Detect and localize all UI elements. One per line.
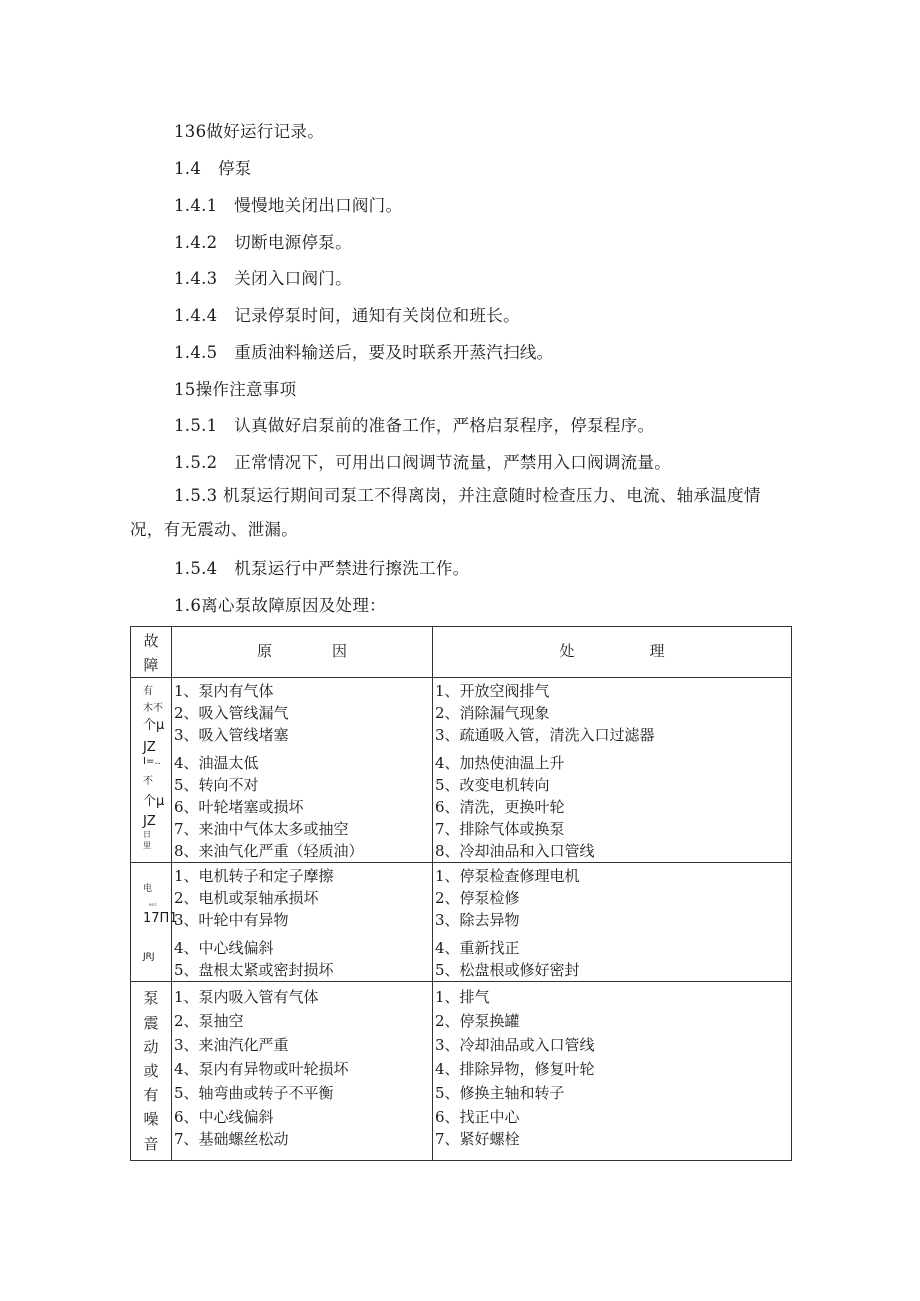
garbled-label-text: JZ: [143, 814, 156, 830]
cause-item: 4、油温太低: [174, 754, 259, 773]
fix-item: 1、开放空阀排气: [435, 682, 550, 701]
garbled-label-text: 里: [143, 841, 151, 851]
para-1-4-1: 1.4.1 慢慢地关闭出口阀门。: [174, 196, 403, 215]
fault-label-cell: [131, 863, 178, 982]
cause-cell: [172, 863, 433, 982]
garbled-label-text: ᵃᶜᶜ: [149, 902, 157, 911]
heading-1-6: 1.6离心泵故障原因及处理：: [174, 596, 386, 615]
garbled-label-text: 电: [143, 884, 153, 895]
cause-item: 1、泵内吸入管有气体: [174, 988, 319, 1007]
garbled-label-text: 有: [143, 686, 153, 698]
table-row: [131, 678, 792, 863]
garbled-label-text: 个μ: [143, 794, 165, 810]
header-cause-cell: 原 因: [172, 627, 433, 678]
garbled-label-text: I=..: [143, 756, 161, 768]
cause-item: 5、轴弯曲或转子不平衡: [174, 1084, 334, 1103]
fault-label-char: 或: [143, 1062, 159, 1081]
garbled-label-text: 个μ: [143, 718, 165, 734]
para-1-5-1: 1.5.1 认真做好启泵前的准备工作，严格启泵程序，停泵程序。: [174, 416, 655, 435]
header-fault-char: 故: [143, 632, 159, 650]
cause-item: 4、中心线偏斜: [174, 939, 274, 958]
cause-item: 6、叶轮堵塞或损坏: [174, 798, 304, 817]
fix-item: 3、冷却油品或入口管线: [435, 1036, 595, 1055]
fault-label-cell: [131, 982, 172, 1160]
fix-item: 7、紧好螺栓: [435, 1130, 520, 1149]
fix-item: 8、冷却油品和入口管线: [435, 842, 595, 861]
cause-item: 5、转向不对: [174, 776, 259, 795]
para-1-5-2: 1.5.2 正常情况下，可用出口阀调节流量，严禁用入口阀调流量。: [174, 453, 672, 472]
para-1-5-4: 1.5.4 机泵运行中严禁进行擦洗工作。: [174, 559, 470, 578]
header-fault-cell: [131, 627, 172, 678]
cause-item: 2、泵抽空: [174, 1012, 244, 1031]
para-1-3-6: 136做好运行记录。: [174, 122, 324, 141]
cause-item: 2、吸入管线漏气: [174, 704, 289, 723]
fix-cell: [433, 982, 792, 1160]
para-1-4-5: 1.4.5 重质油料输送后，要及时联系开蒸汽扫线。: [174, 343, 554, 362]
fault-label-char: 音: [143, 1134, 159, 1153]
fix-item: 3、除去异物: [435, 911, 520, 930]
fix-item: 4、加热使油温上升: [435, 754, 565, 773]
heading-1-4: 1.4 停泵: [174, 159, 252, 178]
cause-item: 5、盘根太紧或密封损坏: [174, 961, 334, 980]
cause-item: 4、泵内有异物或叶轮损坏: [174, 1060, 349, 1079]
cause-item: 3、来油汽化严重: [174, 1036, 289, 1055]
cause-item: 3、叶轮中有异物: [174, 911, 289, 930]
garbled-label-text: 不: [143, 776, 153, 788]
table-row: [131, 863, 792, 982]
header-fault-char: 障: [143, 656, 159, 675]
para-1-4-3: 1.4.3 关闭入口阀门。: [174, 269, 352, 288]
fix-item: 7、排除气体或换泵: [435, 820, 565, 839]
fault-label-char: 有: [143, 1086, 159, 1105]
fix-item: 6、找正中心: [435, 1108, 520, 1127]
table-row: [131, 982, 792, 1160]
fault-label-char: 震: [143, 1013, 159, 1032]
cause-item: 1、泵内有气体: [174, 682, 274, 701]
fault-table: [130, 626, 792, 1161]
garbled-label-text: JZ: [143, 740, 156, 756]
fix-cell: [433, 678, 792, 863]
fix-item: 1、排气: [435, 988, 490, 1007]
fix-item: 2、停泵换罐: [435, 1012, 520, 1031]
fix-item: 6、清洗，更换叶轮: [435, 798, 565, 817]
fault-label-cell: [131, 678, 172, 863]
fix-item: 1、停泵检查修理电机: [435, 867, 580, 886]
para-1-4-4: 1.4.4 记录停泵时间，通知有关岗位和班长。: [174, 306, 520, 325]
cause-item: 3、吸入管线堵塞: [174, 726, 289, 745]
fix-item: 4、重新找正: [435, 939, 520, 958]
heading-1-5: 15操作注意事项: [174, 380, 297, 399]
cause-item: 2、电机或泵轴承损坏: [174, 889, 319, 908]
cause-item: 6、中心线偏斜: [174, 1108, 274, 1127]
garbled-label-text: 木不: [143, 703, 163, 715]
fix-item: 3、疏通吸入管，清洗入口过滤器: [435, 726, 655, 745]
fault-label-char: 动: [143, 1037, 159, 1056]
fix-item: 4、排除异物，修复叶轮: [435, 1060, 595, 1079]
cause-item: 8、来油气化严重（轻质油）: [174, 842, 364, 861]
header-fix-cell: 处 理: [433, 627, 792, 678]
cause-item: 7、基础螺丝松动: [174, 1130, 289, 1149]
para-1-5-3: 1.5.3 机泵运行期间司泵工不得离岗，并注意随时检查压力、电流、轴承温度情况，有无震动、泄漏。: [130, 486, 761, 539]
cause-cell: [172, 678, 433, 863]
fix-item: 5、改变电机转向: [435, 776, 550, 795]
cause-cell: [172, 982, 433, 1160]
fix-cell: [433, 863, 792, 982]
fix-item: 2、停泵检修: [435, 889, 520, 908]
cause-item: 1、电机转子和定子摩擦: [174, 867, 334, 886]
para-1-4-2: 1.4.2 切断电源停泵。: [174, 233, 352, 252]
garbled-label-text: 日: [143, 830, 151, 840]
garbled-label-text: 17Π1: [143, 911, 178, 927]
table-header-row: [131, 627, 792, 678]
fix-item: 2、消除漏气现象: [435, 704, 550, 723]
cause-item: 7、来油中气体太多或抽空: [174, 820, 349, 839]
fault-label-char: 泵: [143, 989, 159, 1008]
fix-item: 5、松盘根或修好密封: [435, 961, 580, 980]
fault-label-char: 噪: [143, 1110, 159, 1129]
garbled-label-text: JRJ: [143, 952, 155, 963]
fix-item: 5、修换主轴和转子: [435, 1084, 565, 1103]
